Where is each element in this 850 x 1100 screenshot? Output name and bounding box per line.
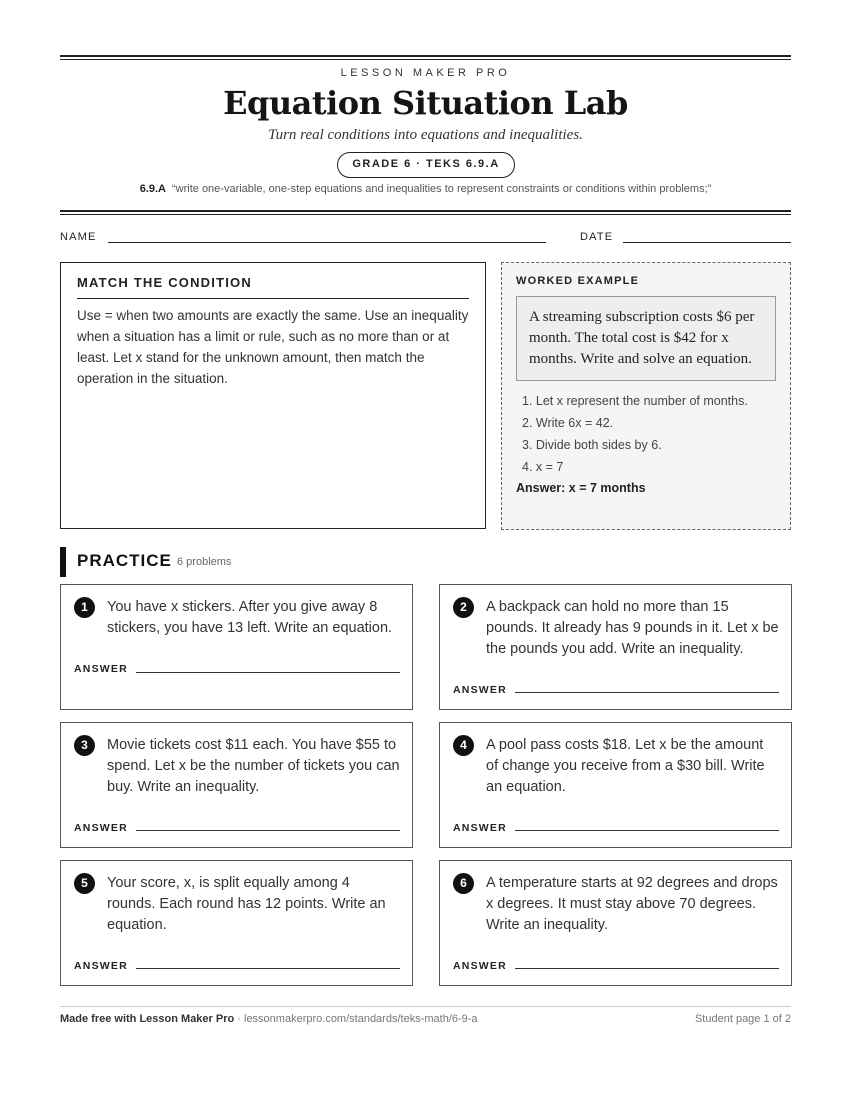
problem-card-4 (439, 722, 792, 848)
footer-rule (60, 1006, 791, 1007)
name-label: NAME (60, 231, 97, 243)
standard-code: 6.9.A (139, 183, 166, 195)
answer-label: ANSWER (453, 960, 507, 972)
problem-number: 1 (74, 597, 95, 618)
problem-card-2 (439, 584, 792, 710)
date-field[interactable] (623, 242, 791, 243)
worksheet-page (60, 0, 791, 1100)
practice-count: 6 problems (177, 556, 232, 568)
answer-label: ANSWER (74, 822, 128, 834)
problem-number: 6 (453, 873, 474, 894)
problem-number: 5 (74, 873, 95, 894)
answer-label: ANSWER (74, 663, 128, 675)
footer-credit (60, 1013, 478, 1025)
problem-text: A temperature starts at 92 degrees and drops x degrees. It must stay above 70 degrees. Write an inequality. (486, 875, 778, 933)
answer-label: ANSWER (74, 960, 128, 972)
problem-number: 2 (453, 597, 474, 618)
footer-page-number: Student page 1 of 2 (694, 1013, 791, 1025)
worked-example-problem: A streaming subscription costs $6 per month. The total cost is $42 for x months. Write and solve an equation. (516, 296, 776, 381)
standard-text: “write one-variable, one-step equations and inequalities to represent constraints or conditions within problems;” (172, 183, 712, 195)
standard-line (60, 183, 791, 195)
answer-label: ANSWER (453, 822, 507, 834)
problem-text: A pool pass costs $18. Let x be the amount of change you receive from a $30 bill. Write an equation. (486, 737, 765, 795)
brand-kicker: LESSON MAKER PRO (340, 67, 511, 79)
worked-example-title: WORKED EXAMPLE (516, 275, 640, 287)
match-condition-text: Use = when two amounts are exactly the same. Use an inequality when a situation has a limit or rule, such as no more than or at least. Let x stand for the unknown amount, then match the operation in the situation. (77, 308, 469, 386)
problem-card-1 (60, 584, 413, 710)
answer-field[interactable] (515, 830, 779, 831)
page-subtitle: Turn real conditions into equations and inequalities. (268, 127, 583, 143)
worked-example-steps (516, 390, 776, 478)
problem-text: A backpack can hold no more than 15 pounds. It already has 9 pounds in it. Let x be the pounds you add. Write an inequality. (486, 599, 779, 657)
example-step: 3. Divide both sides by 6. (522, 438, 662, 452)
example-step: 2. Write 6x = 42. (522, 416, 614, 430)
answer-field[interactable] (515, 968, 779, 969)
problem-text: You have x stickers. After you give away 8 stickers, you have 13 left. Write an equation. (107, 599, 393, 636)
example-step: 4. x = 7 (522, 460, 564, 474)
page-title: Equation Situation Lab (223, 84, 628, 122)
name-field[interactable] (108, 242, 546, 243)
footer-url[interactable]: · lessonmakerpro.com/standards/teks-math/6-9-a (237, 1013, 478, 1025)
header-bottom-rule (60, 210, 791, 215)
practice-title: PRACTICE (77, 551, 172, 570)
problem-text: Movie tickets cost $11 each. You have $55 to spend. Let x be the number of tickets you can buy. Write an inequality. (107, 737, 400, 795)
worked-example-box (501, 262, 791, 530)
example-step: 1. Let x represent the number of months. (522, 394, 748, 408)
answer-field[interactable] (515, 692, 779, 693)
grade-badge: GRADE 6 · TEKS 6.9.A (337, 152, 515, 178)
problem-number: 4 (453, 735, 474, 756)
worked-example-answer: Answer: x = 7 months (516, 481, 646, 495)
problem-number: 3 (74, 735, 95, 756)
header-top-rule (60, 55, 791, 60)
date-label: DATE (580, 231, 614, 243)
problem-card-3 (60, 722, 413, 848)
match-condition-box (60, 262, 486, 529)
answer-label: ANSWER (453, 684, 507, 696)
footer-made-with: Made free with Lesson Maker Pro (60, 1013, 235, 1025)
answer-field[interactable] (136, 968, 400, 969)
problem-card-5 (60, 860, 413, 986)
problem-card-6 (439, 860, 792, 986)
answer-field[interactable] (136, 672, 400, 673)
answer-field[interactable] (136, 830, 400, 831)
problem-text: Your score, x, is split equally among 4 rounds. Each round has 12 points. Write an equation. (107, 875, 386, 933)
match-condition-title: MATCH THE CONDITION (77, 275, 469, 299)
practice-accent-bar (60, 547, 66, 577)
